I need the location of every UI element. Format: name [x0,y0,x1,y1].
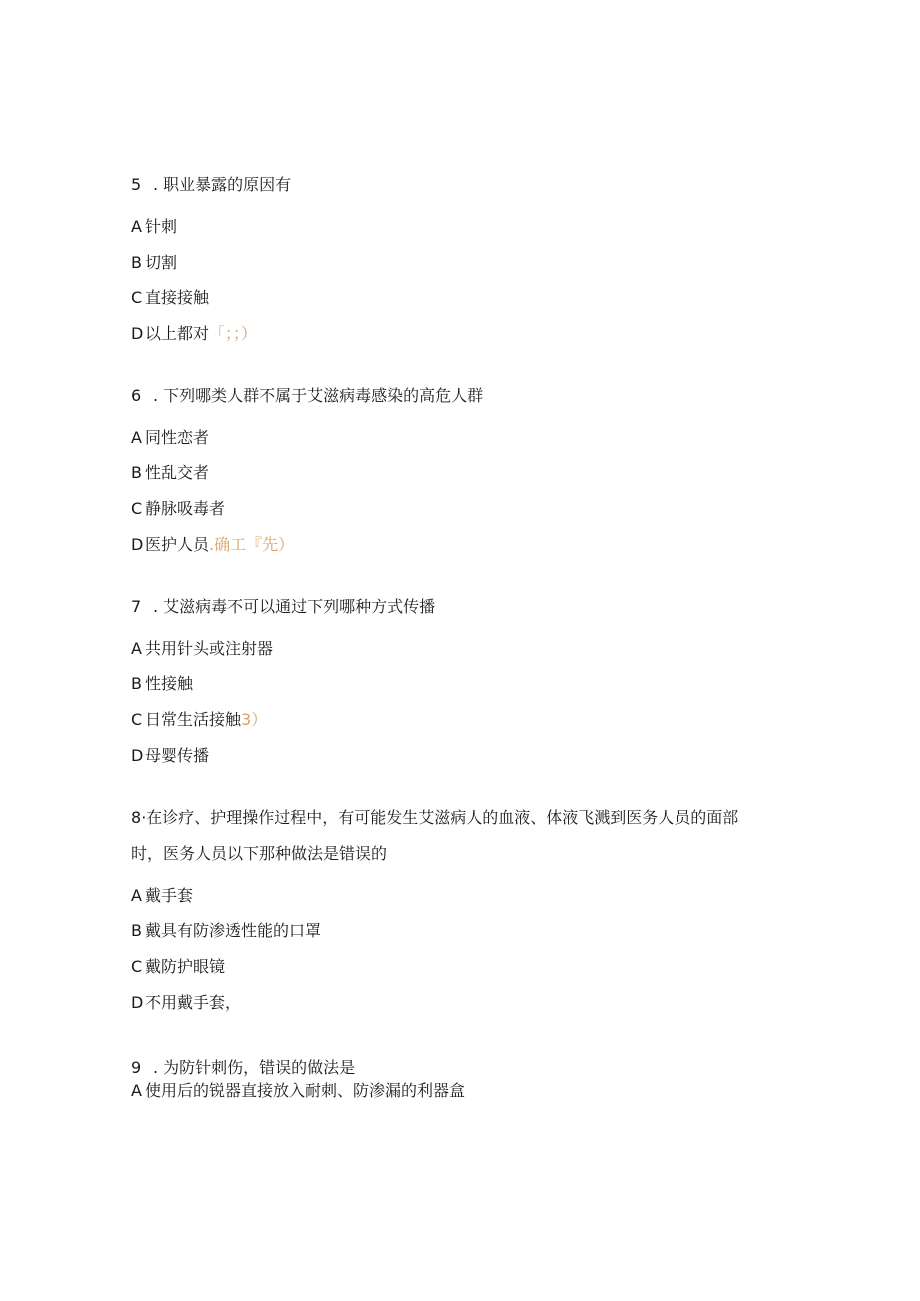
option-8d [131,993,241,1013]
option-6d [131,535,294,555]
question-8-stem-continued [131,844,387,864]
answer-note: .确工『先） [209,535,295,554]
option-7a [131,639,273,659]
option-letter: C [131,499,143,518]
question-number: 8 [131,808,142,827]
option-text: 共用针头或注射器 [145,639,274,658]
option-6c [131,499,225,519]
option-text: 戴防护眼镜 [145,957,226,976]
option-8c [131,957,225,977]
option-letter: D [131,535,144,554]
option-text: 不用戴手套， [145,993,242,1012]
question-separator: . [153,386,164,405]
question-6-stem [131,386,483,406]
option-text: 同性恋者 [145,428,210,447]
option-9a [131,1081,465,1101]
option-letter: B [131,674,142,693]
option-letter: C [131,288,143,307]
option-text: 戴手套 [145,886,194,905]
question-separator: · [141,808,147,827]
option-letter: B [131,463,142,482]
question-number: 5 [131,175,142,194]
option-8b [131,921,321,941]
question-separator: . [153,175,164,194]
question-text: 在诊疗、护理操作过程中，有可能发生艾滋病人的血液、体液飞溅到医务人员的面部 [146,808,739,827]
question-separator: . [153,597,164,616]
option-7d [131,746,209,766]
question-9-stem [131,1058,355,1078]
option-text: 医护人员 [145,535,210,554]
option-letter: D [131,746,144,765]
question-number: 6 [131,386,142,405]
question-8-stem [131,808,738,828]
option-7c [131,710,267,730]
option-5c [131,288,209,308]
option-letter: A [131,886,142,905]
option-text: 性乱交者 [145,463,210,482]
question-5-stem [131,175,291,195]
option-6b [131,463,209,483]
question-number: 9 [131,1058,142,1077]
option-5a [131,217,177,237]
option-6a [131,428,209,448]
option-letter: D [131,324,144,343]
answer-note: 「；；） [209,324,258,343]
option-text: 以上都对 [145,324,210,343]
option-text: 针刺 [145,217,178,236]
question-text: 时，医务人员以下那种做法是错误的 [131,844,388,863]
question-number: 7 [131,597,142,616]
option-letter: A [131,428,142,447]
option-letter: C [131,957,143,976]
option-text: 切割 [145,253,178,272]
option-letter: B [131,921,142,940]
option-text: 使用后的锐器直接放入耐刺、防渗漏的利器盒 [145,1081,466,1100]
option-5d [131,324,257,344]
question-text: 艾滋病毒不可以通过下列哪种方式传播 [163,597,436,616]
option-text: 戴具有防渗透性能的口罩 [145,921,322,940]
option-letter: A [131,217,142,236]
option-letter: B [131,253,142,272]
question-text: 下列哪类人群不属于艾滋病毒感染的高危人群 [163,386,484,405]
option-letter: A [131,639,142,658]
answer-note: 3） [241,710,268,729]
question-text: 职业暴露的原因有 [163,175,292,194]
option-letter: D [131,993,144,1012]
option-7b [131,674,193,694]
question-7-stem [131,597,435,617]
question-text: 为防针刺伤，错误的做法是 [163,1058,356,1077]
option-text: 性接触 [145,674,194,693]
option-text: 母婴传播 [145,746,210,765]
option-letter: C [131,710,143,729]
option-text: 直接接触 [145,288,210,307]
option-8a [131,886,193,906]
option-letter: A [131,1081,142,1100]
option-text: 日常生活接触 [145,710,242,729]
option-5b [131,253,177,273]
question-separator: . [153,1058,164,1077]
option-text: 静脉吸毒者 [145,499,226,518]
